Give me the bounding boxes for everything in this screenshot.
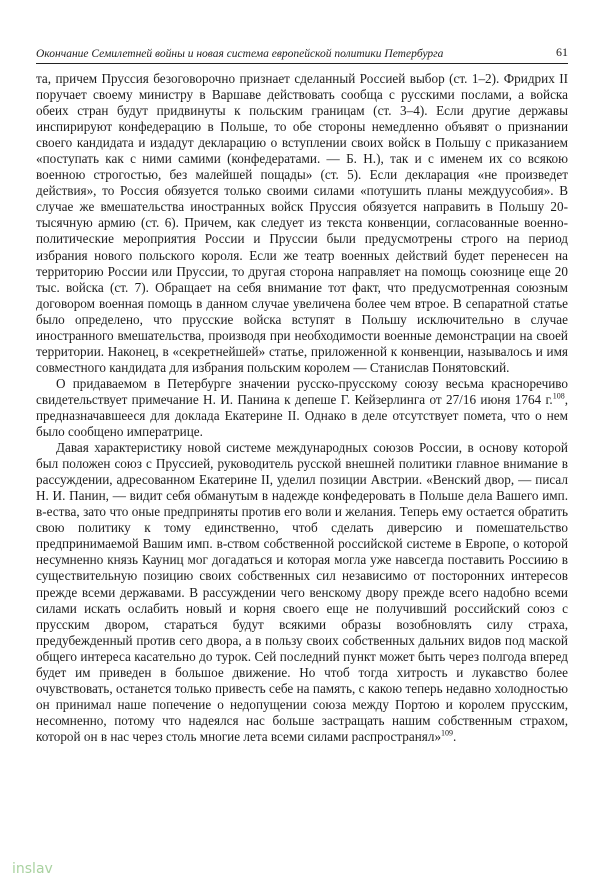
watermark: inslav xyxy=(12,861,53,877)
paragraph-2 xyxy=(36,376,568,440)
page-number: 61 xyxy=(556,45,568,59)
page-body xyxy=(36,71,568,745)
paragraph-2-text: О придаваемом в Петербурге значении русско-прусскому союзу весьма красноречиво свидетельствует примечание Н. И. Панина к депеше Г. Кейзерлинга от 27/16 июня 1764 г. xyxy=(36,375,568,407)
header-rule xyxy=(36,63,568,64)
paragraph-2-text-end: , предназначавшееся для доклада Екатерине II. Однако в деле отсутствует помета, что о нем было сообщено императрице. xyxy=(36,391,568,440)
footnote-ref-108: 108 xyxy=(552,391,565,401)
running-header xyxy=(36,42,568,60)
paragraph-3 xyxy=(36,440,568,745)
footnote-ref-109: 109 xyxy=(441,728,454,738)
paragraph-1: та, причем Пруссия безоговорочно признает сделанный Россией выбор (ст. 1–2). Фридрих II поручает своему министру в Варшаве действовать сообща с русскими послами, а войска обеих стран будут придвинуты к польским границам (ст. 3–4). Если другие державы инспирируют конфедерацию в Польше, то обе стороны немедленно объявят о признании своего кандидата и издадут декларацию о вступлении своих войск в Польшу с приказанием «поступать как с ними самими (конфедератами. — Б. Н.), так и с именем их со всякою военною строгостью, без малейшей пощады» (ст. 5). Если декларация «не произведет действия», то Россия обязуется только своими силами «потушить планы междуусобия». В случае же вмешательства иностранных войск Пруссия обязуется направить в Польшу 20-тысячную армию (ст. 6). Причем, как следует из текста конвенции, согласованные военно-политические мероприятия России и Пруссии были предусмотрены строго на период избрания нового польского короля. Если же театр военных действий будет перенесен на территорию России или Пруссии, то другая сторона направляет на помощь союзнице еще 20 тыс. войска (ст. 7). Обращает на себя внимание тот факт, что предусмотренная союзным договором военная помощь в данном случае увеличена более чем втрое. В сепаратной статье было определено, что прусские войска вступят в Польшу исключительно в случае иностранного вмешательства, производя при необходимости военные демонстрации на своей территории. Наконец, в «секретнейшей» статье, приложенной к конвенции, называлось и имя совместного кандидата для избрания польским королем — Станислав Понятовский. xyxy=(36,71,568,375)
paragraph-3-text-end: . xyxy=(453,728,457,744)
paragraph-3-text: Давая характеристику новой системе международных союзов России, в основу которой был положен союз с Пруссией, руководитель русской внешней политики главное внимание в рассуждении, адресованном Екатерине II, уделил позиции Австрии. «Венский двор, — писал Н. И. Панин, — видит себя обманутым в надежде конфедеровать в Польше дела Вашего имп. в-ества, зато что оные предприняты против его воли и желания. Теперь ему остается обратить свою политику к тому единственно, чтоб сделать диверсию и помешательство предпринимаемой Вашим имп. в-ством собственной российской системе в Европе, о которой несумненно князь Кауниц мог догадаться и которая могла уже навсегда поставить Россиию в существительную позицию своих собственных сил независимо от посторонних интересов прежде всеми державами. В рассуждении чего венскому двору прежде всего надобно всеми силами искать ослабить новый и корня своего еще не получивший российский союз с прусским двором, стараться будут всякими образы возобновлять силу страха, предубежденный против сего двора, а в пользу своих собственных дальних видов под маской общего интереса касательно до турок. Сей последний пункт может быть через полгода вперед будет им приведен в большое движение. Но чтоб тогда хитрость и лукавство более очувствовать, останется только привесть себе на память, с какою теперь недавно холодностью он принимал наше попечение о недопущении союза между Портою и королем прусским, несомненно, потому что надеялся нас больше застращать нашим собственным страхом, которой он в нас через столь многие лета всеми силами распространял» xyxy=(36,440,568,744)
running-title: Окончание Семилетней войны и новая система европейской политики Петербурга xyxy=(36,48,444,60)
